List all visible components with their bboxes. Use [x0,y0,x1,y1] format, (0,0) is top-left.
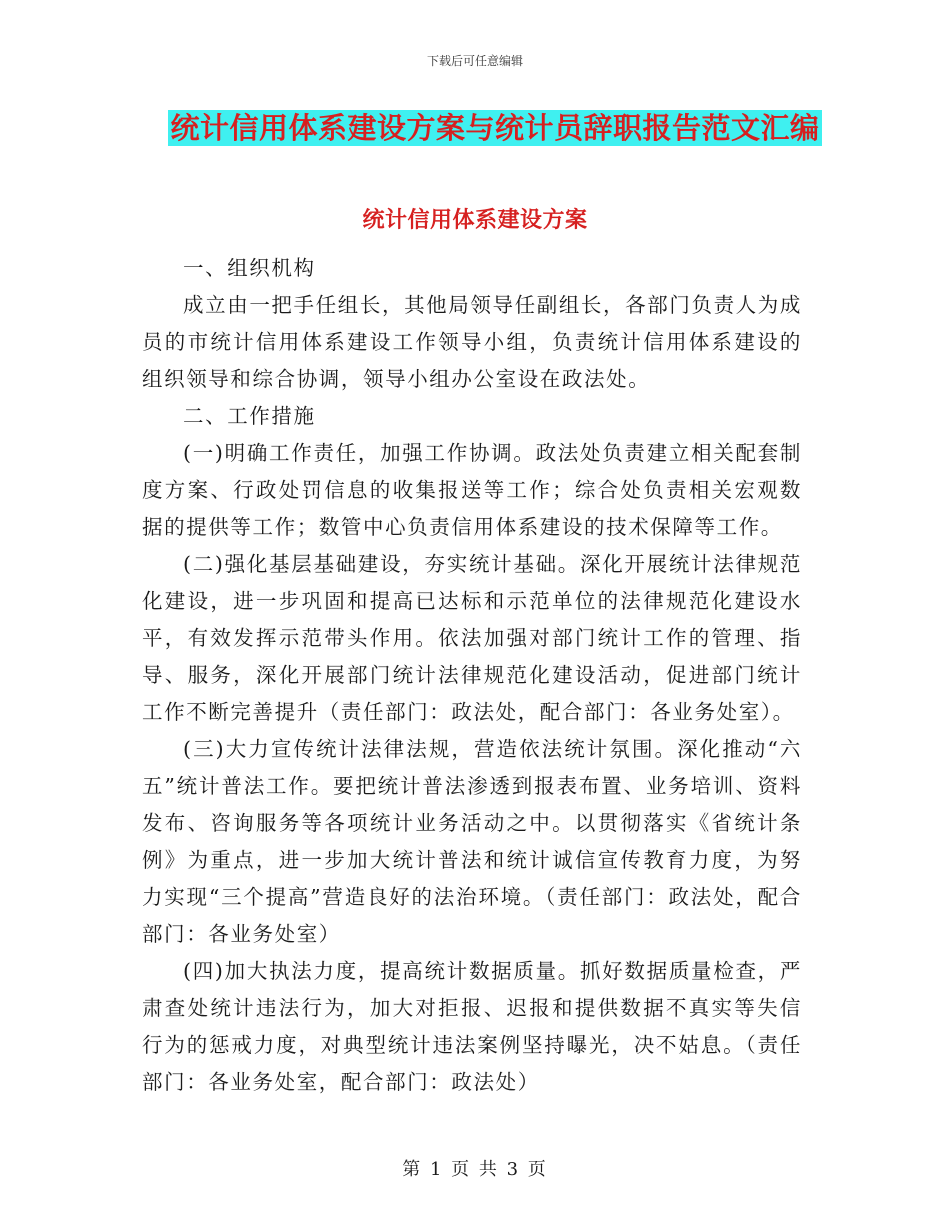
page-number: 第 1 页 共 3 页 [402,1159,548,1180]
section-title: 统计信用体系建设方案 [362,207,588,233]
paragraph-measure-3: (三)大力宣传统计法律法规，营造依法统计氛围。深化推动“六五”统计普法工作。要把统计普法渗透到报表布置、业务培训、资料发布、咨询服务等各项统计业务活动之中。以贯彻落实《省统计条例》为重点，进一步加大统计普法和统计诚信宣传教育力度，为努力实现“三个提高”营造良好的法治环境。（责任部门：政法处，配合部门：各业务处室） [142,737,802,946]
document-body [142,250,802,1101]
document-title-container [0,110,950,146]
paragraph-measure-2: (二)强化基层基础建设，夯实统计基础。深化开展统计法律规范化建设，进一步巩固和提高已达标和示范单位的法律规范化建设水平，有效发挥示范带头作用。依法加强对部门统计工作的管理、指导、服务，深化开展部门统计法律规范化建设活动，促进部门统计工作不断完善提升（责任部门：政法处，配合部门：各业务处室）。 [142,552,802,724]
paragraph-measure-4: (四)加大执法力度，提高统计数据质量。抓好数据质量检查，严肃查处统计违法行为，加大对拒报、迟报和提供数据不真实等失信行为的惩戒力度，对典型统计违法案例坚持曝光，决不姑息。（责任部门：各业务处室，配合部门：政法处） [142,959,802,1094]
paragraph-measure-1: (一)明确工作责任，加强工作协调。政法处负责建立相关配套制度方案、行政处罚信息的收集报送等工作；综合处负责相关宏观数据的提供等工作；数管中心负责信用体系建设的技术保障等工作。 [142,441,802,539]
paragraph-organization: 成立由一把手任组长，其他局领导任副组长，各部门负责人为成员的市统计信用体系建设工作领导小组，负责统计信用体系建设的组织领导和综合协调，领导小组办公室设在政法处。 [142,293,802,391]
heading-organization: 一、组织机构 [183,256,316,280]
page-header-note: 下载后可任意编辑 [426,54,523,68]
document-title: 统计信用体系建设方案与统计员辞职报告范文汇编 [170,111,820,145]
heading-measures: 二、工作措施 [183,404,316,428]
